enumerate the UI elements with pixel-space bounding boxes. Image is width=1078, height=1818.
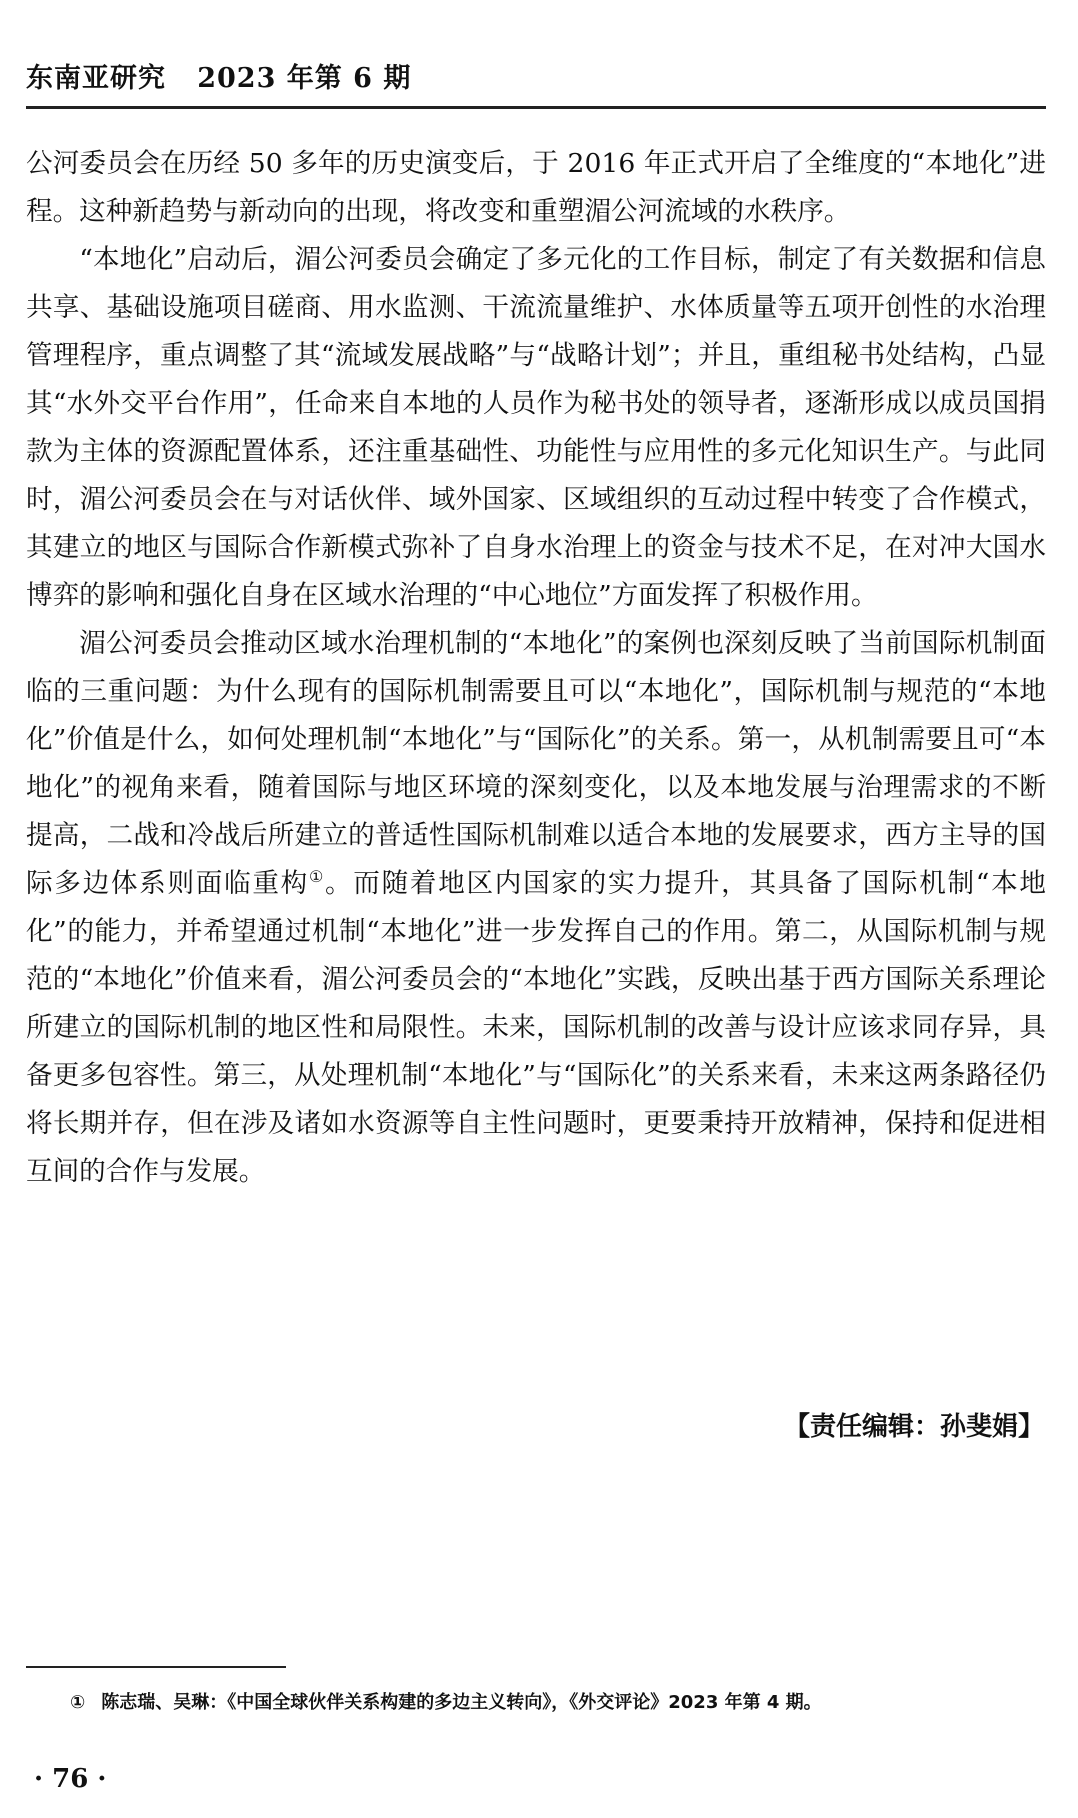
footnote-rule bbox=[26, 1666, 286, 1668]
journal-title: 东南亚研究 bbox=[26, 63, 166, 94]
paragraph-2: “本地化”启动后，湄公河委员会确定了多元化的工作目标，制定了有关数据和信息共享、基础设施项目磋商、用水监测、干流流量维护、水体质量等五项开创性的水治理管理程序，重点调整了其“流域发展战略”与“战略计划”；并且，重组秘书处结构，凸显其“水外交平台作用”，任命来自本地的人员作为秘书处的领导者，逐渐形成以成员国捐款为主体的资源配置体系，还注重基础性、功能性与应用性的多元化知识生产。与此同时，湄公河委员会在与对话伙伴、域外国家、区域组织的互动过程中转变了合作模式，其建立的地区与国际合作新模式弥补了自身水治理上的资金与技术不足，在对冲大国水博弈的影响和强化自身在区域水治理的“中心地位”方面发挥了积极作用。 bbox=[26, 244, 1046, 611]
issue-label: 2023 年第 6 期 bbox=[197, 63, 412, 94]
paragraph-3-part-b: 。而随着地区内国家的实力提升，其具备了国际机制“本地化”的能力，并希望通过机制“本地化”进一步发挥自己的作用。第二，从国际机制与规范的“本地化”价值来看，湄公河委员会的“本地化”实践，反映出基于西方国际关系理论所建立的国际机制的地区性和局限性。未来，国际机制的改善与设计应该求同存异，具备更多包容性。第三，从处理机制“本地化”与“国际化”的关系来看，未来这两条路径仍将长期并存，但在涉及诸如水资源等自主性问题时，更要秉持开放精神，保持和促进相互间的合作与发展。 bbox=[26, 868, 1046, 1187]
footnote-reference[interactable]: ① bbox=[308, 867, 326, 887]
article-body bbox=[26, 140, 1046, 1196]
paragraph-3-part-a: 湄公河委员会推动区域水治理机制的“本地化”的案例也深刻反映了当前国际机制面临的三重问题：为什么现有的国际机制需要且可以“本地化”，国际机制与规范的“本地化”价值是什么，如何处理机制“本地化”与“国际化”的关系。第一，从机制需要且可“本地化”的视角来看，随着国际与地区环境的深刻变化，以及本地发展与治理需求的不断提高，二战和冷战后所建立的普适性国际机制难以适合本地的发展要求，西方主导的国际多边体系则面临重构 bbox=[26, 628, 1046, 899]
paragraph-3 bbox=[26, 620, 1046, 1196]
footnote-text: 陈志瑞、吴琳：《中国全球伙伴关系构建的多边主义转向》，《外交评论》2023 年第 4 期。 bbox=[101, 1692, 822, 1713]
paragraph-1: 公河委员会在历经 50 多年的历史演变后，于 2016 年正式开启了全维度的“本地化”进程。这种新趋势与新动向的出现，将改变和重塑湄公河流域的水秩序。 bbox=[26, 148, 1046, 227]
footnote bbox=[70, 1690, 1030, 1716]
header-rule bbox=[26, 106, 1046, 109]
responsible-editor: 【责任编辑：孙斐娟】 bbox=[783, 1412, 1044, 1442]
running-header bbox=[26, 56, 1046, 95]
page-number: · 76 · bbox=[34, 1764, 107, 1794]
footnote-marker: ① bbox=[70, 1692, 86, 1713]
